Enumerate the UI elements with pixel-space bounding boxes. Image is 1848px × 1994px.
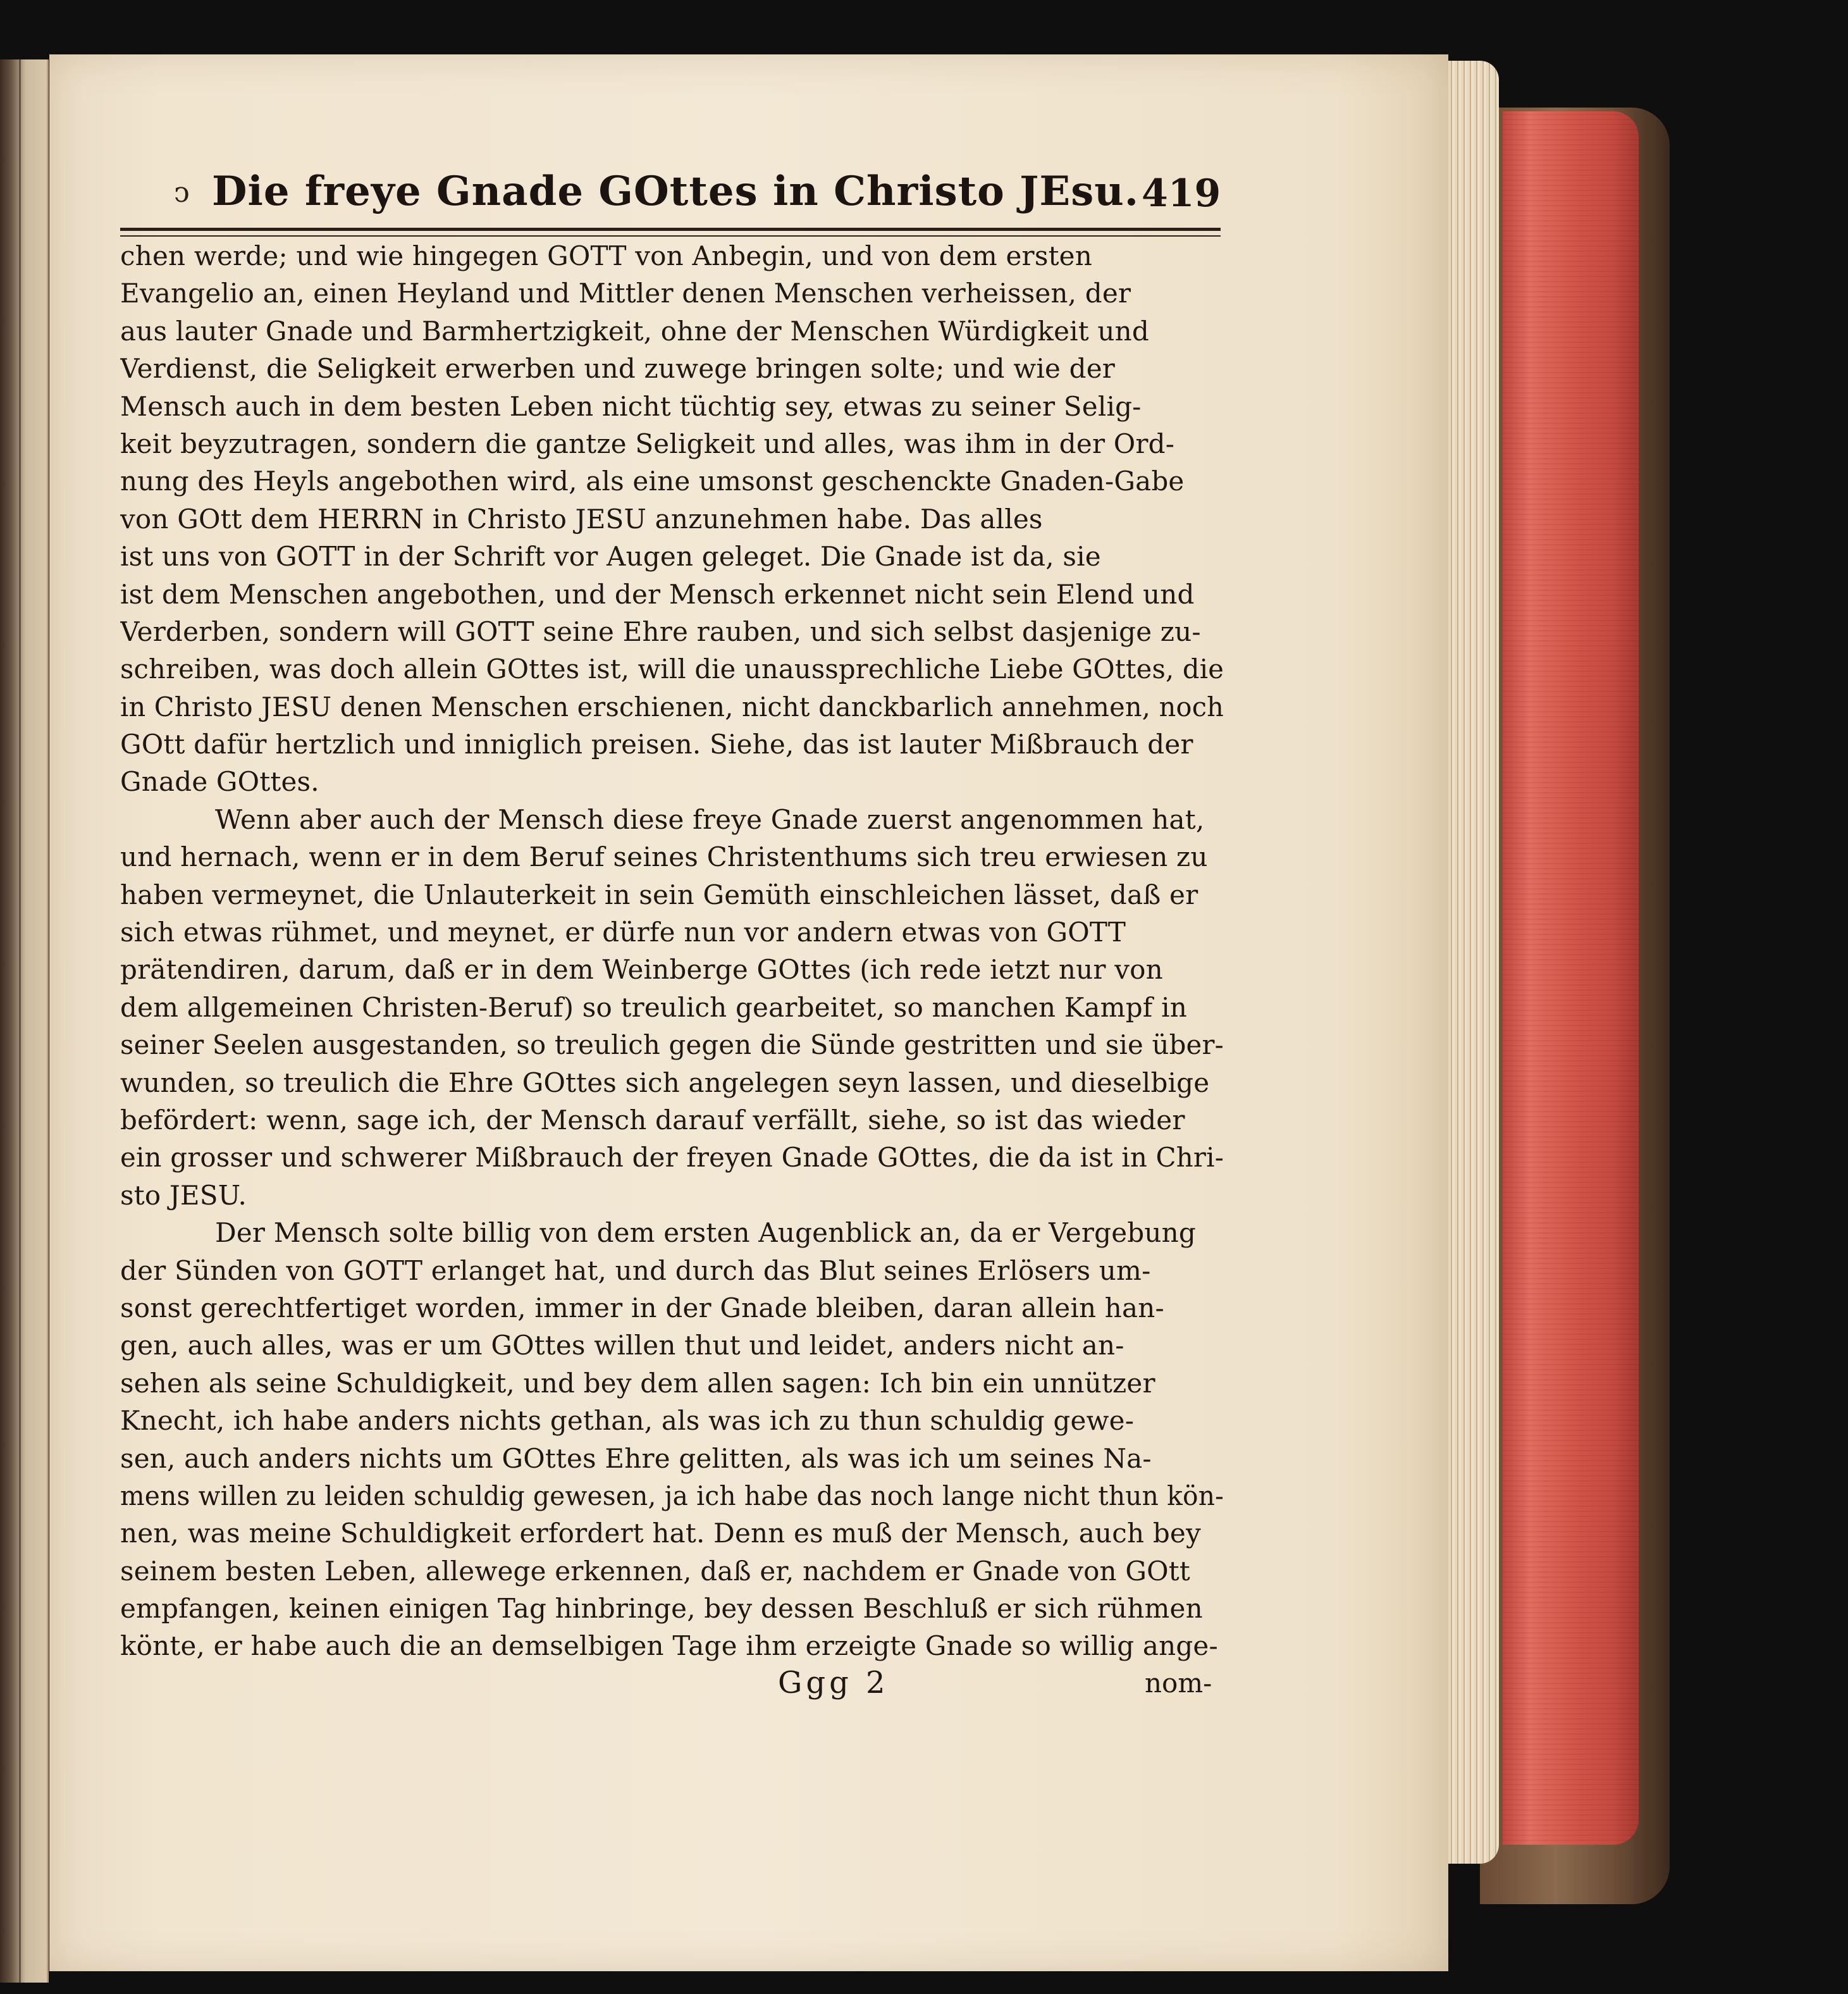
text-line: nung des Heyls angebothen wird, als eine umsonst geschenckte Gnaden-Gabe [120,466,1185,497]
text-line: sonst gerechtfertiget worden, immer in der Gnade bleiben, daran allein han- [120,1292,1164,1323]
page-header [130,168,1221,225]
text-line: sen, auch anders nichts um GOttes Ehre gelitten, als was ich um seines Na- [120,1442,1152,1474]
text-line: chen werde; und wie hingegen GOTT von Anbegin, und von dem ersten [120,240,1092,271]
text-line: gen, auch alles, was er um GOttes willen thut und leidet, anders nicht an- [120,1330,1124,1361]
body-text [120,237,1224,1665]
paragraph-start-line: Der Mensch solte billig von dem ersten Augenblick an, da er Vergebung [215,1217,1196,1249]
text-line: seinem besten Leben, allewege erkennen, daß er, nachdem er Gnade von GOtt [120,1555,1190,1587]
text-line: Gnade GOttes. [120,766,319,798]
text-line: wunden, so treulich die Ehre GOttes sich angelegen seyn lassen, und dieselbige [120,1067,1210,1098]
text-line: sto JESU. [120,1179,247,1211]
header-ornament: ↄ [174,176,190,209]
text-line: haben vermeynet, die Unlauterkeit in sein Gemüth einschleichen lässet, daß er [120,879,1198,910]
text-line: Evangelio an, einen Heyland und Mittler denen Menschen verheissen, der [120,278,1131,309]
text-line: aus lauter Gnade und Barmhertzigkeit, ohne der Menschen Würdigkeit und [120,315,1149,347]
text-line: Verderben, sondern will GOTT seine Ehre rauben, und sich selbst dasjenige zu- [120,616,1201,647]
page-number: 419 [1142,171,1221,216]
text-line: nen, was meine Schuldigkeit erfordert hat. Denn es muß der Mensch, auch bey [120,1518,1201,1549]
text-line: GOtt dafür hertzlich und inniglich preisen. Siehe, das ist lauter Mißbrauch der [120,729,1193,760]
signature-mark: Ggg 2 [778,1665,889,1700]
text-line: prätendiren, darum, daß er in dem Weinberge GOttes (ich rede ietzt nur von [120,954,1163,986]
previous-leaf-edge [0,59,49,1983]
text-line: der Sünden von GOTT erlanget hat, und durch das Blut seines Erlösers um- [120,1254,1151,1286]
text-line: ist uns von GOTT in der Schrift vor Augen geleget. Die Gnade ist da, sie [120,541,1101,573]
text-line: Knecht, ich habe anders nichts gethan, als was ich zu thun schuldig gewe- [120,1405,1135,1437]
text-line: ein grosser und schwerer Mißbrauch der freyen Gnade GOttes, die da ist in Chri- [120,1142,1224,1173]
text-line: und hernach, wenn er in dem Beruf seines Christenthums sich treu erwiesen zu [120,841,1208,873]
text-line: sehen als seine Schuldigkeit, und bey dem allen sagen: Ich bin ein unnützer [120,1367,1155,1399]
text-line: könte, er habe auch die an demselbigen Tage ihm erzeigte Gnade so willig ange- [120,1630,1218,1662]
paragraph-start-line: Wenn aber auch der Mensch diese freye Gnade zuerst angenommen hat, [215,803,1205,835]
text-line: Verdienst, die Seligkeit erwerben und zuwege bringen solte; und wie der [120,353,1116,385]
text-line: keit beyzutragen, sondern die gantze Seligkeit und alles, was ihm in der Ord- [120,428,1175,459]
text-line: mens willen zu leiden schuldig gewesen, ja ich habe das noch lange nicht thun kön- [120,1480,1224,1511]
running-title: Die freye Gnade GOttes in Christo JEsu. [212,168,1140,215]
text-line: empfangen, keinen einigen Tag hinbringe, bey dessen Beschluß er sich rühmen [120,1593,1203,1625]
text-line: ist dem Menschen angebothen, und der Mensch erkennet nicht sein Elend und [120,578,1195,610]
text-line: Mensch auch in dem besten Leben nicht tüchtig sey, etwas zu seiner Selig- [120,390,1142,422]
text-line: von GOtt dem HERRN in Christo JESU anzunehmen habe. Das alles [120,503,1043,535]
text-line: in Christo JESU denen Menschen erschienen, nicht danckbarlich annehmen, noch [120,691,1224,722]
text-line: dem allgemeinen Christen-Beruf) so treulich gearbeitet, so manchen Kampf in [120,991,1187,1023]
catchword: nom- [1145,1668,1212,1699]
header-rule [120,228,1221,231]
header-rule-thin [120,235,1221,237]
red-page-edge [1503,111,1639,1845]
text-line: schreiben, was doch allein GOttes ist, will die unaussprechliche Liebe GOttes, die [120,653,1224,685]
text-line: seiner Seelen ausgestanden, so treulich gegen die Sünde gestritten und sie über- [120,1029,1224,1061]
text-line: befördert: wenn, sage ich, der Mensch darauf verfällt, siehe, so ist das wieder [120,1104,1185,1136]
text-line: sich etwas rühmet, und meynet, er dürfe nun vor andern etwas von GOTT [120,917,1126,948]
